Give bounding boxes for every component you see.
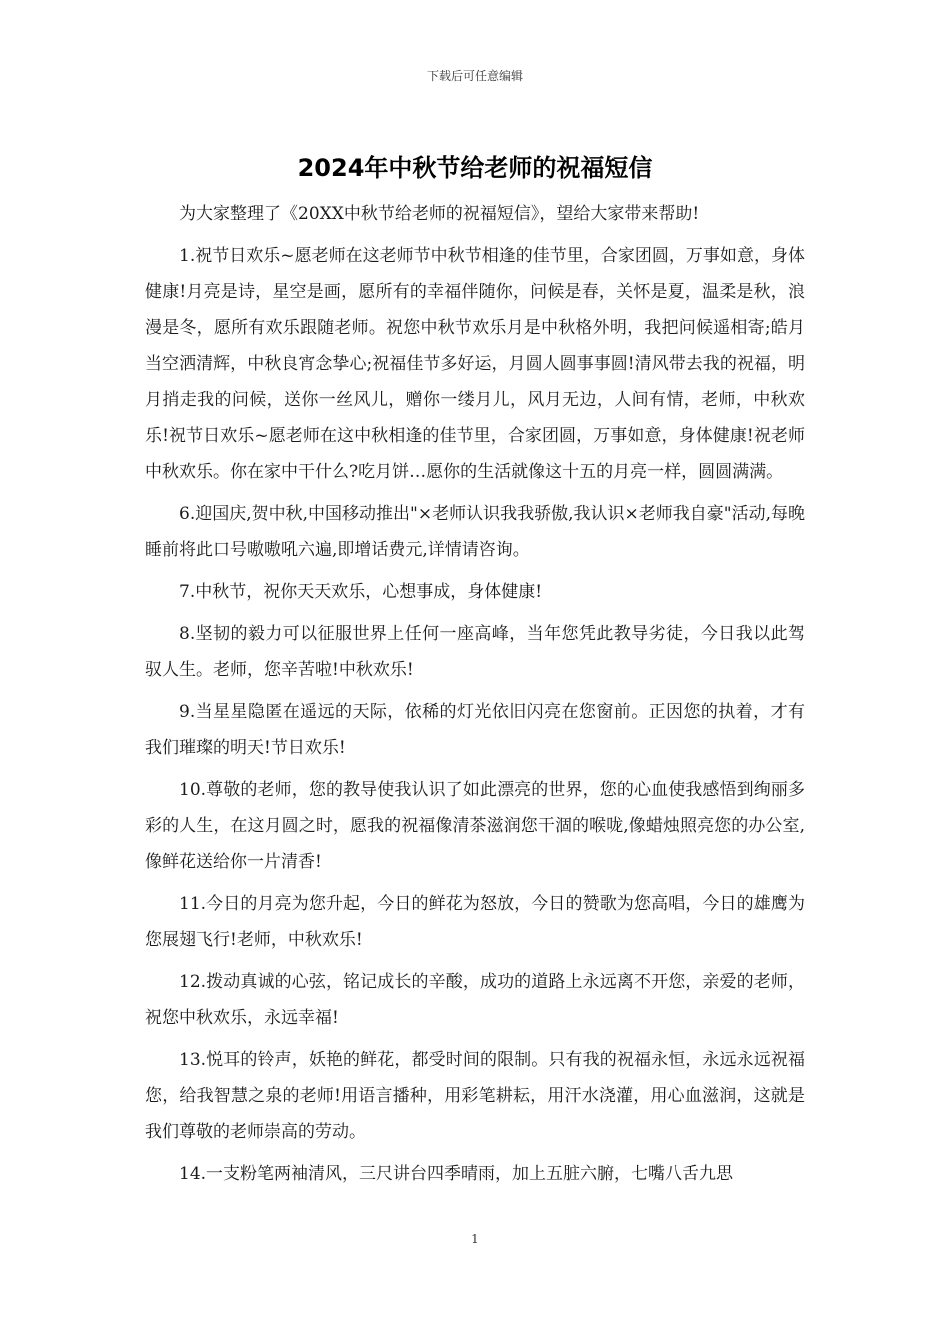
paragraph-13: 13.悦耳的铃声，妖艳的鲜花，都受时间的限制。只有我的祝福永恒，永远永远祝福您，给我智慧之泉的老师!用语言播种，用彩笔耕耘，用汗水浇灌，用心血滋润，这就是我们尊敬的老师崇高的劳动。 xyxy=(145,1050,805,1142)
page-header-note: 下载后可任意编辑 xyxy=(426,69,523,83)
paragraph-7: 7.中秋节，祝你天天欢乐，心想事成，身体健康! xyxy=(179,582,543,602)
paragraph-12: 12.拨动真诚的心弦，铭记成长的辛酸，成功的道路上永远离不开您，亲爱的老师，祝您中秋欢乐，永远幸福! xyxy=(145,972,805,1028)
paragraph-11: 11.今日的月亮为您升起，今日的鲜花为怒放，今日的赞歌为您高唱，今日的雄鹰为您展翅飞行!老师，中秋欢乐! xyxy=(145,894,805,950)
paragraph-intro: 为大家整理了《20XX中秋节给老师的祝福短信》，望给大家带来帮助! xyxy=(179,204,700,224)
page-number: 1 xyxy=(471,1232,479,1246)
paragraph-8: 8.坚韧的毅力可以征服世界上任何一座高峰，当年您凭此教导劣徒，今日我以此驾驭人生。老师，您辛苦啦!中秋欢乐! xyxy=(145,624,805,680)
paragraph-10: 10.尊敬的老师，您的教导使我认识了如此漂亮的世界，您的心血使我感悟到绚丽多彩的人生，在这月圆之时，愿我的祝福像清茶滋润您干涸的喉咙,像蜡烛照亮您的办公室,像鲜花送给你一片清香! xyxy=(145,780,805,872)
document-body xyxy=(145,196,805,1198)
paragraph-6: 6.迎国庆,贺中秋,中国移动推出"×老师认识我我骄傲,我认识×老师我自豪"活动,每晚睡前将此口号嗷嗷吼六遍,即增话费元,详情请咨询。 xyxy=(145,504,805,560)
paragraph-9: 9.当星星隐匿在遥远的天际，依稀的灯光依旧闪亮在您窗前。正因您的执着，才有我们璀璨的明天!节日欢乐! xyxy=(145,702,805,758)
document-title: 2024年中秋节给老师的祝福短信 xyxy=(297,154,653,182)
paragraph-14: 14.一支粉笔两袖清风，三尺讲台四季晴雨，加上五脏六腑，七嘴八舌九思 xyxy=(179,1164,734,1184)
paragraph-1: 1.祝节日欢乐~愿老师在这老师节中秋节相逢的佳节里，合家团圆，万事如意，身体健康!月亮是诗，星空是画，愿所有的幸福伴随你，问候是春，关怀是夏，温柔是秋，浪漫是冬，愿所有欢乐跟随老师。祝您中秋节欢乐月是中秋格外明，我把问候遥相寄;皓月当空洒清辉，中秋良宵念挚心;祝福佳节多好运，月圆人圆事事圆!清风带去我的祝福，明月捎走我的问候，送你一丝风儿，赠你一缕月儿，风月无边，人间有情，老师，中秋欢乐!祝节日欢乐~愿老师在这中秋相逢的佳节里，合家团圆，万事如意，身体健康!祝老师中秋欢乐。你在家中干什么?吃月饼…愿你的生活就像这十五的月亮一样，圆圆满满。 xyxy=(145,246,805,482)
